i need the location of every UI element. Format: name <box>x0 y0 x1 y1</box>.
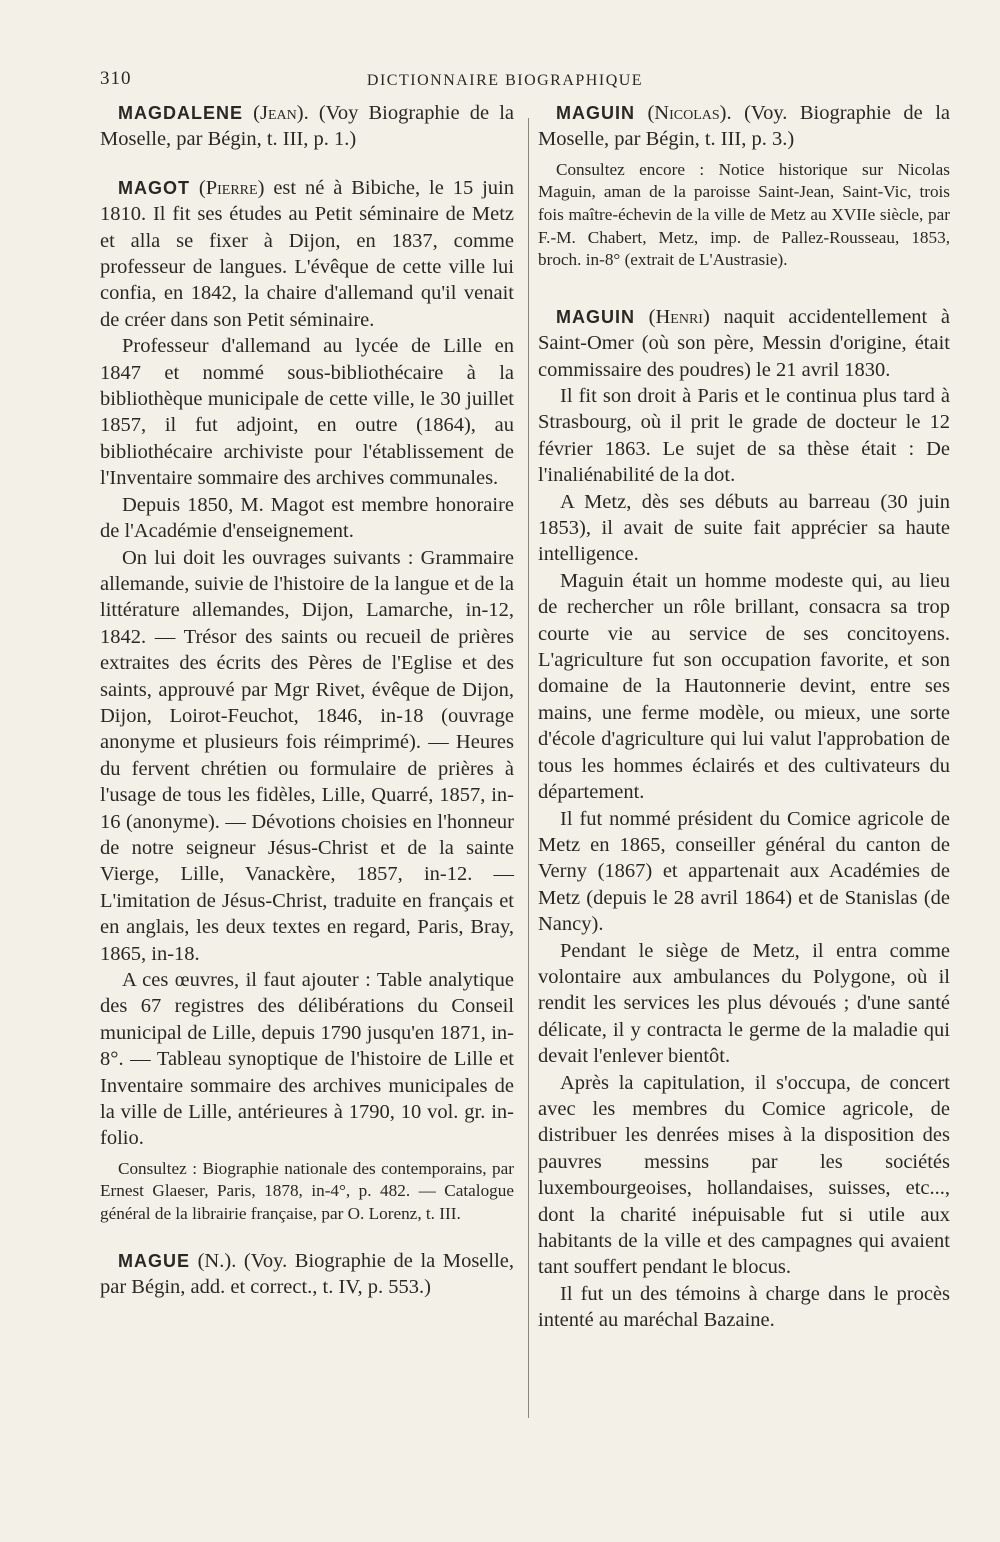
entry-note: Consultez encore : Notice historique sur Nicolas Maguin, aman de la paroisse Saint-Jean, Saint-Vic, trois fois maître-échevin de la ville de Metz au XVIIe siècle, par F.-M. Chabert, Metz, imp. de Pallez-Rousseau, 1853, broch. in-8° (extrait de L'Austrasie). <box>538 159 950 270</box>
entry-text: . (Voy. Biographie de la Moselle, par Bégin, t. III, p. 3.) <box>538 102 951 151</box>
entry-paragraph: Maguin était un homme modeste qui, au lieu de rechercher un rôle brillant, consacra sa trop courte vie au service de ses concitoyens. L'agriculture fut son occupation favorite, et son domaine de la Hautonnerie devint, entre ses mains, une ferme modèle, ou mieux, une sorte d'école d'agriculture qui lui valut l'approbation de tous les hommes éclairés et des cultivateurs du département. <box>538 569 950 804</box>
entry-maguin-nicolas <box>538 100 950 272</box>
entry-mague <box>100 1248 514 1301</box>
entry-paragraph: Il fut un des témoins à charge dans le procès intenté au maréchal Bazaine. <box>538 1282 950 1332</box>
entry-maguin-henri <box>538 304 950 1334</box>
entry-headword: MAGUE <box>118 1250 190 1271</box>
entry-given-name: (N.) <box>197 1249 232 1272</box>
entry-magdalene <box>100 100 514 153</box>
page-number: 310 <box>100 68 132 89</box>
entry-text: naquit accidentellement à Saint-Omer (où son père, Messin d'origine, était commissaire des poudres) le 21 avril 1830. <box>538 305 951 381</box>
entry-paragraph: On lui doit les ouvrages suivants : Grammaire allemande, suivie de l'histoire de la langue et de la littérature allemandes, Dijon, Lamarche, in-12, 1842. — Trésor des saints ou recueil de prières extraites des écrits des Pères de l'Eglise et des saints, approuvé par Mgr Rivet, évêque de Dijon, Dijon, Loirot-Feuchot, 1846, in-18 (ouvrage anonyme et plusieurs fois réimprimé). — Heures du fervent chrétien ou formulaire de prières à l'usage de tous les fidèles, Lille, Quarré, 1857, in-16 (anonyme). — Dévotions choisies en l'honneur de notre seigneur Jésus-Christ et de la sainte Vierge, Lille, Vanackère, 1857, in-12. — L'imitation de Jésus-Christ, traduite en français et en anglais, les deux textes en regard, Paris, Bray, 1865, in-18. <box>100 546 514 965</box>
entry-given-name: (Jean) <box>253 102 304 124</box>
entry-headword: MAGDALENE <box>118 103 243 123</box>
entry-magot <box>100 175 514 1226</box>
entry-paragraph: Il fut nommé président du Comice agricole de Metz en 1865, conseiller général du canton de Verny (1867) et appartenait aux Académies de Metz (depuis le 28 avril 1864) et de Stanislas (de Nancy). <box>538 807 950 936</box>
entry-headword: MAGOT <box>118 177 190 198</box>
right-column <box>538 100 950 1334</box>
entry-paragraph: Après la capitulation, il s'occupa, de concert avec les membres du Comice agricole, de distribuer les denrées mises à la disposition des pauvres messins par les sociétés luxembourgeoises, hollandaises, suisses, etc..., dont la charité inépuisable fut si utile aux habitants de la ville et des campagnes qui avaient tant souffert pendant le blocus. <box>538 1071 950 1279</box>
entry-given-name: (Pierre) <box>198 176 265 199</box>
entry-paragraph: Depuis 1850, M. Magot est membre honoraire de l'Académie d'enseignement. <box>100 493 514 543</box>
entry-given-name: (Henri) <box>648 305 710 328</box>
entry-note: Consultez : Biographie nationale des contemporains, par Ernest Glaeser, Paris, 1878, in-4°, p. 482. — Catalogue général de la librairie française, par O. Lorenz, t. III. <box>100 1158 514 1224</box>
entry-text: est né à Bibiche, le 15 juin 1810. Il fit ses études au Petit séminaire de Metz et alla se fixer à Dijon, en 1837, comme professeur de langues. L'évêque de cette ville lui confia, en 1842, la chaire d'allemand qu'il venait de créer dans son Petit séminaire. <box>100 176 515 331</box>
left-column <box>100 100 514 1300</box>
entry-text: . (Voy. Biographie de la Moselle, par Bégin, add. et correct., t. IV, p. 553.) <box>100 1249 515 1299</box>
page-header <box>100 68 910 96</box>
entry-headword: MAGUIN <box>556 306 635 327</box>
entry-headword: MAGUIN <box>556 103 635 123</box>
entry-paragraph: Il fit son droit à Paris et le continua plus tard à Strasbourg, où il prit le grade de docteur le 12 février 1863. Le sujet de sa thèse était : De l'inaliénabilité de la dot. <box>538 385 950 487</box>
column-divider <box>528 118 529 1418</box>
entry-paragraph: A ces œuvres, il faut ajouter : Table analytique des 67 registres des délibérations du Conseil municipal de Lille, depuis 1790 jusqu'en 1871, in-8°. — Tableau synoptique de l'histoire de Lille et Inventaire sommaire des archives municipales de la ville de Lille, antérieures à 1790, 10 vol. gr. in-folio. <box>100 969 514 1150</box>
entry-paragraph: A Metz, dès ses débuts au barreau (30 juin 1853), il avait de suite fait apprécier sa haute intelligence. <box>538 490 950 566</box>
entry-paragraph: Pendant le siège de Metz, il entra comme volontaire aux ambulances du Polygone, où il rendit les services les plus dévoués ; d'une santé délicate, il y contracta le germe de la maladie qui devait l'enlever bientôt. <box>538 939 950 1068</box>
running-title: DICTIONNAIRE BIOGRAPHIQUE <box>366 72 644 89</box>
entry-text: . (Voy Biographie de la Moselle, par Bégin, t. III, p. 1.) <box>100 102 514 151</box>
entry-given-name: (Nicolas) <box>647 102 727 124</box>
entry-paragraph: Professeur d'allemand au lycée de Lille en 1847 et nommé sous-bibliothécaire à la bibliothèque municipale de cette ville, le 30 juillet 1857, il fut adjoint, en outre (1864), au bibliothécaire archiviste pour l'établissement de l'Inventaire sommaire des archives communales. <box>100 335 514 490</box>
